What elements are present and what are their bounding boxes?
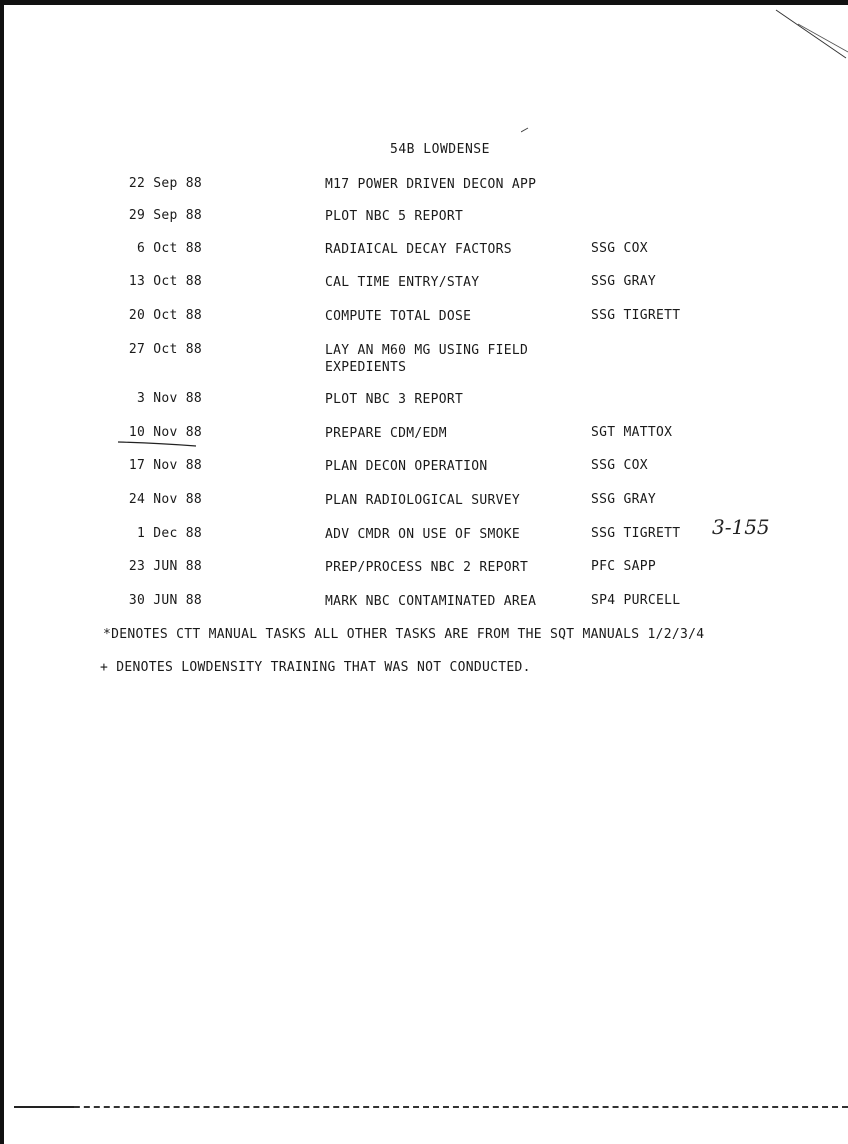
row-task: PLOT NBC 5 REPORT [325,209,464,224]
row-date: 17 Nov 88 [128,458,202,473]
note-lowdensity: + DENOTES LOWDENSITY TRAINING THAT WAS NOT CONDUCTED. [100,660,531,675]
row-date: 27 Oct 88 [128,342,202,357]
row-date: 22 Sep 88 [128,176,202,191]
note-ctt: *DENOTES CTT MANUAL TASKS ALL OTHER TASKS ARE FROM THE SQT MANUALS 1/2/3/4 [103,627,705,642]
row-task: CAL TIME ENTRY/STAY [325,275,480,290]
row-task: PREP/PROCESS NBC 2 REPORT [325,560,529,575]
handwritten-underline [116,440,198,448]
row-person: SP4 PURCELL [591,593,681,608]
row-task: RADIAICAL DECAY FACTORS [325,242,512,257]
row-date: 1 Dec 88 [136,526,202,541]
handwritten-page-number: 3-155 [712,515,770,539]
row-date: 20 Oct 88 [128,308,202,323]
bottom-rule-start [14,1106,74,1108]
row-task: COMPUTE TOTAL DOSE [325,309,472,324]
row-person: SSG COX [591,241,648,256]
row-person: SSG TIGRETT [591,308,681,323]
row-person: PFC SAPP [591,559,657,574]
row-task: ADV CMDR ON USE OF SMOKE [325,527,521,542]
row-task: MARK NBC CONTAMINATED AREA [325,594,537,609]
scan-border-top [0,0,848,5]
row-date: 29 Sep 88 [128,208,202,223]
row-task: PREPARE CDM/EDM [325,426,447,441]
bottom-dashed-rule [14,1106,848,1108]
scan-border-left [0,0,4,1144]
row-person: SSG TIGRETT [591,526,681,541]
row-person: SSG GRAY [591,492,657,507]
row-date: 23 JUN 88 [128,559,202,574]
row-date: 3 Nov 88 [136,391,202,406]
page-title: 54B LOWDENSE [390,142,490,157]
row-task: LAY AN M60 MG USING FIELD EXPEDIENTS [325,343,529,375]
stray-mark [521,127,529,133]
row-date: 6 Oct 88 [136,241,202,256]
row-task: PLAN DECON OPERATION [325,459,488,474]
row-date: 30 JUN 88 [128,593,202,608]
row-person: SGT MATTOX [591,425,673,440]
row-person: SSG GRAY [591,274,657,289]
row-task: M17 POWER DRIVEN DECON APP [325,177,537,192]
row-task: PLOT NBC 3 REPORT [325,392,464,407]
corner-fold-mark [768,0,848,70]
row-date: 13 Oct 88 [128,274,202,289]
row-date: 24 Nov 88 [128,492,202,507]
row-date: 10 Nov 88 [128,425,202,440]
row-task: PLAN RADIOLOGICAL SURVEY [325,493,521,508]
row-person: SSG COX [591,458,648,473]
